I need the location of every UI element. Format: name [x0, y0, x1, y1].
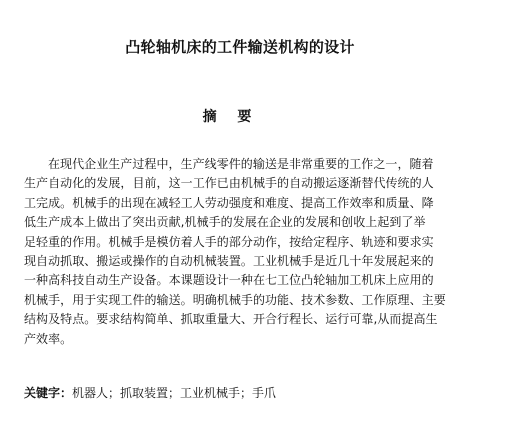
abstract-line: 工完成。机械手的出现在减轻工人劳动强度和难度、提高工作效率和质量、降 [24, 195, 434, 210]
abstract-line: 一种高科技自动生产设备。本课题设计一种在七工位凸轮轴加工机床上应用的 [24, 273, 434, 288]
keywords-label: 关键字： [24, 386, 73, 400]
keywords-line [24, 384, 276, 401]
abstract-line: 产效率。 [24, 331, 73, 346]
abstract-line: 在现代企业生产过程中，生产线零件的输送是非常重要的工作之一，随着 [48, 157, 434, 171]
keywords-text: 机器人；抓取装置；工业机械手；手爪 [72, 386, 277, 400]
document-title: 凸轮轴机床的工件输送机构的设计 [125, 38, 355, 56]
abstract-line: 足轻重的作用。机械手是模仿着人手的部分动作，按给定程序、轨迹和要求实 [24, 234, 434, 249]
abstract-line: 现自动抓取、搬运或操作的自动机械装置。工业机械手是近几十年发展起来的 [24, 253, 434, 268]
abstract-body [24, 155, 484, 349]
abstract-line: 生产自动化的发展，目前，这一工作已由机械手的自动搬运逐渐替代传统的人 [24, 176, 434, 191]
abstract-line: 结构及特点。要求结构简单、抓取重量大、开合行程长、运行可靠,从而提高生 [24, 312, 438, 327]
abstract-line: 低生产成本上做出了突出贡献,机械手的发展在企业的发展和创收上起到了举 [24, 215, 426, 230]
abstract-line: 机械手，用于实现工件的输送。明确机械手的功能、技术参数、工作原理、主要 [24, 292, 446, 307]
abstract-heading: 摘 要 [202, 109, 260, 125]
